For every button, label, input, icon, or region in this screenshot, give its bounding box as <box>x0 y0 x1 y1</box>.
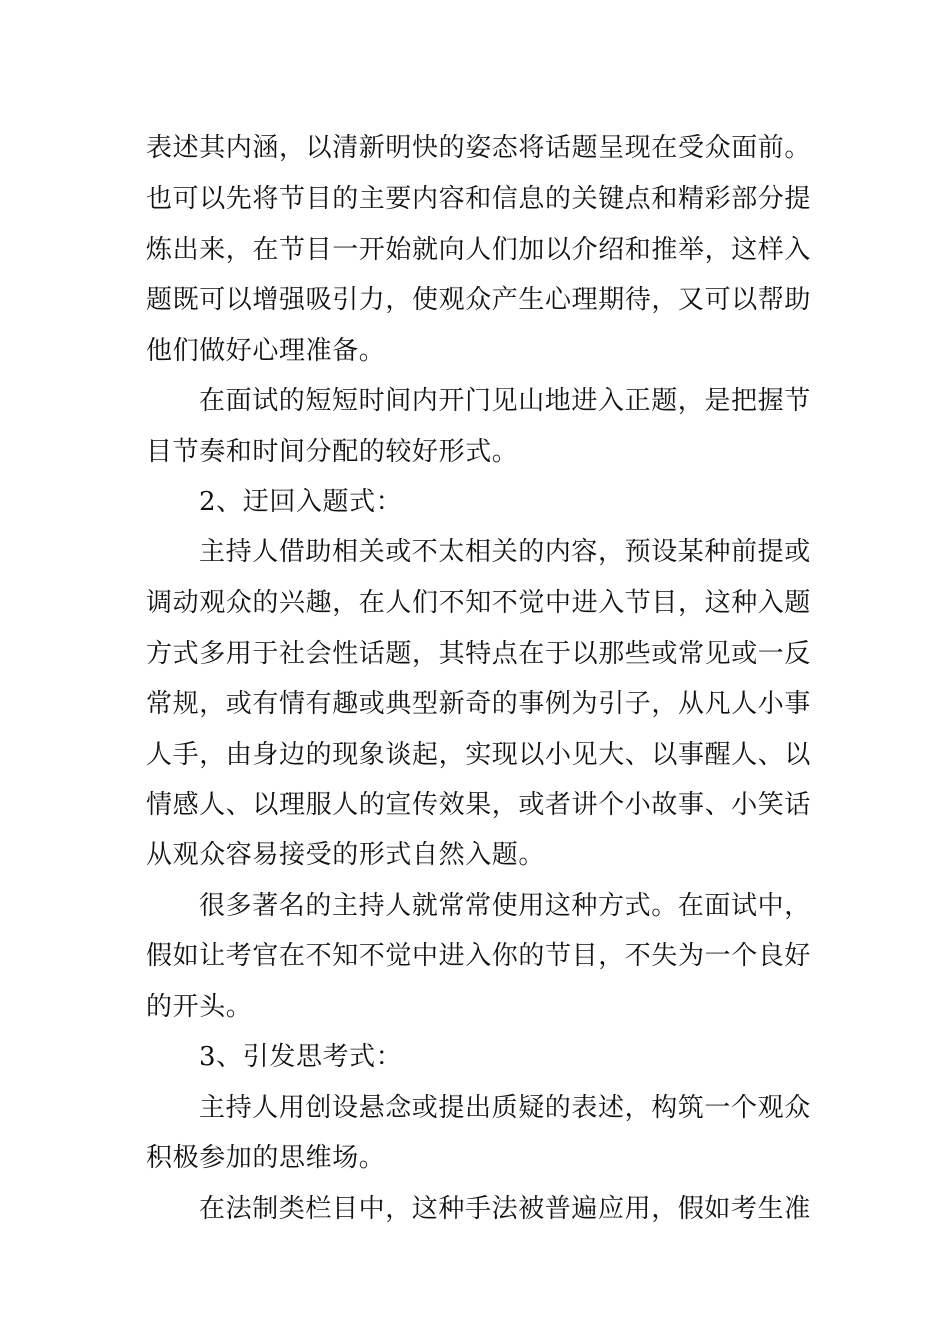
text-line: 积极参加的思维场。 <box>146 1143 386 1173</box>
text-line: 炼出来，在节目一开始就向人们加以介绍和推举，这样入 <box>146 235 812 265</box>
text-line: 表述其内涵，以清新明快的姿态将话题呈现在受众面前。 <box>146 133 812 163</box>
text-line: 方式多用于社会性话题，其特点在于以那些或常见或一反 <box>146 639 812 669</box>
text-line: 在法制类栏目中，这种手法被普遍应用，假如考生准 <box>199 1194 811 1224</box>
text-line: 情感人、以理服人的宣传效果，或者讲个小故事、小笑话 <box>146 790 812 820</box>
text-line: 在面试的短短时间内开门见山地进入正题，是把握节 <box>199 386 811 416</box>
text-line: 常规，或有情有趣或典型新奇的事例为引子，从凡人小事 <box>146 689 812 719</box>
text-line: 调动观众的兴趣，在人们不知不觉中进入节目，这种入题 <box>146 588 812 618</box>
text-line: 假如让考官在不知不觉中进入你的节目，不失为一个良好 <box>146 941 812 971</box>
text-line: 的开头。 <box>146 992 253 1022</box>
text-line: 主持人借助相关或不太相关的内容，预设某种前提或 <box>199 537 811 567</box>
section-heading: 2、迂回入题式： <box>199 487 403 517</box>
text-line: 他们做好心理准备。 <box>146 336 386 366</box>
text-line: 主持人用创设悬念或提出质疑的表述，构筑一个观众 <box>199 1093 811 1123</box>
section-heading: 3、引发思考式： <box>199 1042 403 1072</box>
text-line: 从观众容易接受的形式自然入题。 <box>146 840 546 870</box>
text-line: 人手，由身边的现象谈起，实现以小见大、以事醒人、以 <box>146 740 812 770</box>
text-line: 很多著名的主持人就常常使用这种方式。在面试中， <box>199 891 811 921</box>
text-line: 目节奏和时间分配的较好形式。 <box>146 437 519 467</box>
text-line: 也可以先将节目的主要内容和信息的关键点和精彩部分提 <box>146 184 812 214</box>
text-line: 题既可以增强吸引力，使观众产生心理期待，又可以帮助 <box>146 285 812 315</box>
